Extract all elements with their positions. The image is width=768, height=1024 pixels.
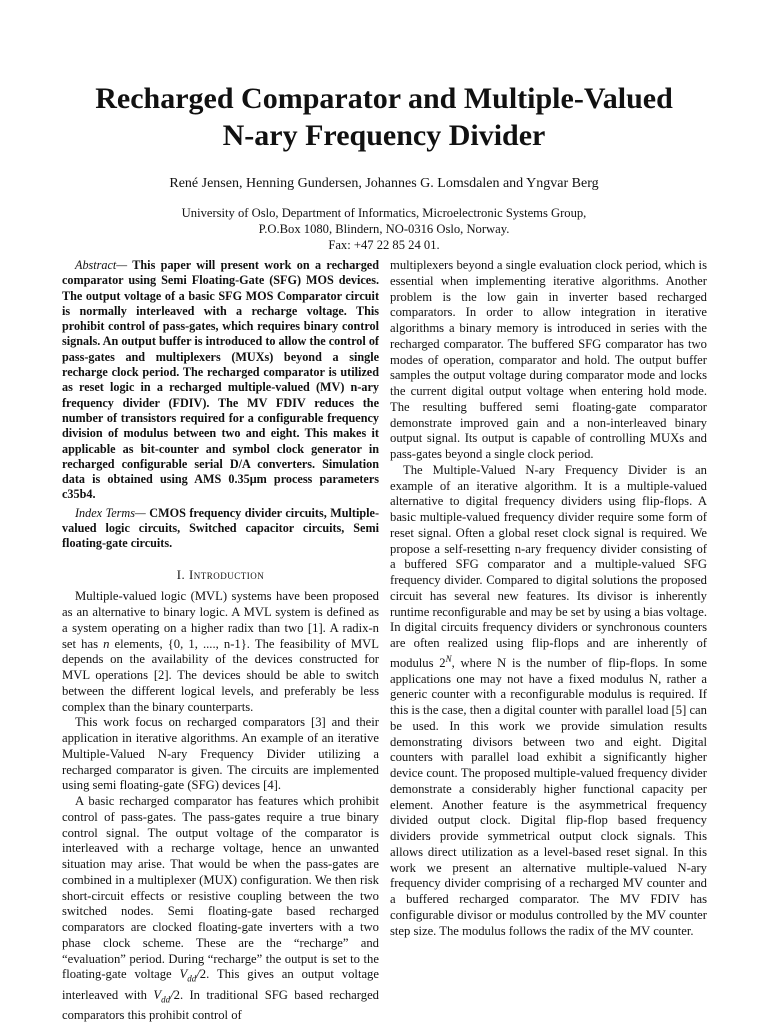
affiliation-line: Fax: +47 22 85 24 01. <box>328 238 440 252</box>
text-run: multiplexers beyond a single evaluation clock period, which is essential when implementing iterative algorithms. Another problem is the low gain in inverter based recharged comparators. In order to allow integration in iterative algorithms a binary memory is introduced in series with the recharged comparator. The buffered SFG comparator has two modes of operation, comparator and hold. The output buffer samples the output voltage during comparator mode and locks the current digital output voltage when entering hold mode. The resulting buffered semi floating-gate comparator demonstrate improved gain and a non-interleaved binary output signal. Its output is capable of controlling MUXs and pass-gates beyond a single clock period. <box>390 258 707 461</box>
abstract-label: Abstract— <box>75 258 128 272</box>
text-run: A basic recharged comparator has features which prohibit control of pass-gates. The pass-gates require a true binary control signal. The output voltage of the comparator is interleaved with a recharge voltage, hence an unwanted situation may arise. That would be when the pass-gates are combined in a multiplexer (MUX) configuration. We then risk short-circuit effects or resistive coupling between the two switched nodes. Semi floating-gate based recharged comparators are clocked floating-gate inverters with a two phase clock scheme. These are the “recharge” and “evaluation” period. During “recharge” the output is set to the floating-gate voltage <box>62 794 379 982</box>
left-column <box>62 258 379 1024</box>
text-run: dd <box>161 994 171 1005</box>
abstract-text: This paper will present work on a recharged comparator using Semi Floating-Gate (SFG) MOS devices. The output voltage of a basic SFG MOS Comparator circuit is normally interleaved with a recharge voltage. This prohibit control of pass-gates, which requires binary control signals. An output buffer is introduced to allow the control of pass-gates and multiplexers (MUXs) beyond a single recharge clock period. The recharged comparator is utilized as reset logic in a recharged multiple-valued (MV) n-ary frequency divider (FDIV). The MV FDIV reduces the number of transistors required for a configurable frequency division of modulus between two and eight. This makes it applicable as bit-counter and symbol clock generator in recharged configurable serial D/A converters. Simulation data is obtained using AMS 0.35μm process parameters c35b4. <box>62 258 379 502</box>
section-heading <box>62 568 379 584</box>
paper-title <box>0 80 768 154</box>
right-body <box>390 258 707 939</box>
paragraph <box>62 589 379 715</box>
text-run: V <box>179 967 188 982</box>
paragraph <box>62 794 379 1024</box>
paragraph <box>390 463 707 940</box>
text-run: The Multiple-Valued N-ary Frequency Divider is an example of an iterative algorithm. It is a multiple-valued alternative to digital frequency dividers using flip-flops. A basic multiple-valued frequency divider require some form of reset signal. Often a global reset clock signal is required. We propose a self-resetting n-ary frequency divider consisting of a buffered SFG comparator and a multiple-valued SFG frequency divider. Compared to digital solutions the proposed circuit has several new features. Its divisor is inherently runtime reconfigurable and may be set by using a bias voltage. In digital circuits frequency dividers or synchronous counters are often realized using flip-flops and are inherently of modulus 2 <box>390 462 707 670</box>
title-line-2: N-ary Frequency Divider <box>222 119 546 152</box>
text-run: elements, {0, 1, ...., n-1}. The feasibility of MVL depends on the availability of the devices constructed for MVL operations [2]. The devices should be able to switch between the different logical levels, and preferably be less complex than the binary counterparts. <box>62 636 379 714</box>
text-run: V <box>153 987 162 1002</box>
text-run: This work focus on recharged comparators [3] and their application in iterative algorithms. An example of an iterative Multiple-Valued N-ary Frequency Divider utilizing a recharged comparator is given. The circuits are implemented using semi floating-gate (SFG) devices [4]. <box>62 715 379 793</box>
index-terms-label: Index Terms— <box>75 505 146 520</box>
affiliation-line: P.O.Box 1080, Blindern, NO-0316 Oslo, Norway. <box>258 222 510 236</box>
affiliation-line: University of Oslo, Department of Informatics, Microelectronic Systems Group, <box>181 206 587 220</box>
text-run: dd <box>187 973 197 984</box>
text-run: , where N is the number of flip-flops. In some applications one may not have a fixed modulus N, rather a generic counter with a reconfigurable modulus is required. If this is the case, then a digital counter with parallel load [5] can be used. In this work we provide simulation results demonstrating divisors between two and eight. Digital counters with parallel load exhibit a significantly higher device count. The proposed multiple-valued frequency divider demonstrate a considerably higher functional capacity per element. Another feature is the asymmetrical frequency divided output clock. Digital flip-flop based frequency dividers provide symmetrical output clock signals. This allows direct utilization as a level-based reset signal. In this work we present an alternative multiple-valued N-ary frequency divider comprising of a recharged MV counter and a buffered recharged comparator. The MV FDIV has configurable divisor or modulus controlled by the MV counter step size. The modulus follows the radix of the MV counter. <box>390 655 707 938</box>
paragraph <box>62 715 379 794</box>
author-list: René Jensen, Henning Gundersen, Johannes G. Lomsdalen and Yngvar Berg <box>169 176 599 191</box>
right-column <box>390 258 707 939</box>
affiliation <box>0 205 768 253</box>
left-body <box>62 589 379 1023</box>
text-run: n <box>103 636 110 651</box>
text-run: 2. In traditional SFG based recharged comparators this prohibit control of <box>62 987 379 1022</box>
section-number: I. <box>176 567 189 582</box>
index-terms <box>62 506 379 552</box>
text-run: N <box>445 653 452 664</box>
paragraph <box>390 258 707 463</box>
text-run: 2. This gives an output voltage interleaved with <box>62 967 379 1002</box>
text-run: / <box>196 967 200 982</box>
text-run: / <box>170 987 174 1002</box>
abstract <box>62 258 379 503</box>
text-run: Multiple-valued logic (MVL) systems have been proposed as an alternative to binary logic. A MVL system is defined as a system operating on a higher radix than two [1]. A radix-n set has <box>62 589 379 651</box>
index-terms-text: CMOS frequency divider circuits, Multiple-valued logic circuits, Switched capacitor circuits, Semi floating-gate circuits. <box>62 505 379 551</box>
title-line-1: Recharged Comparator and Multiple-Valued <box>95 82 673 115</box>
section-title: Introduction <box>188 567 265 582</box>
